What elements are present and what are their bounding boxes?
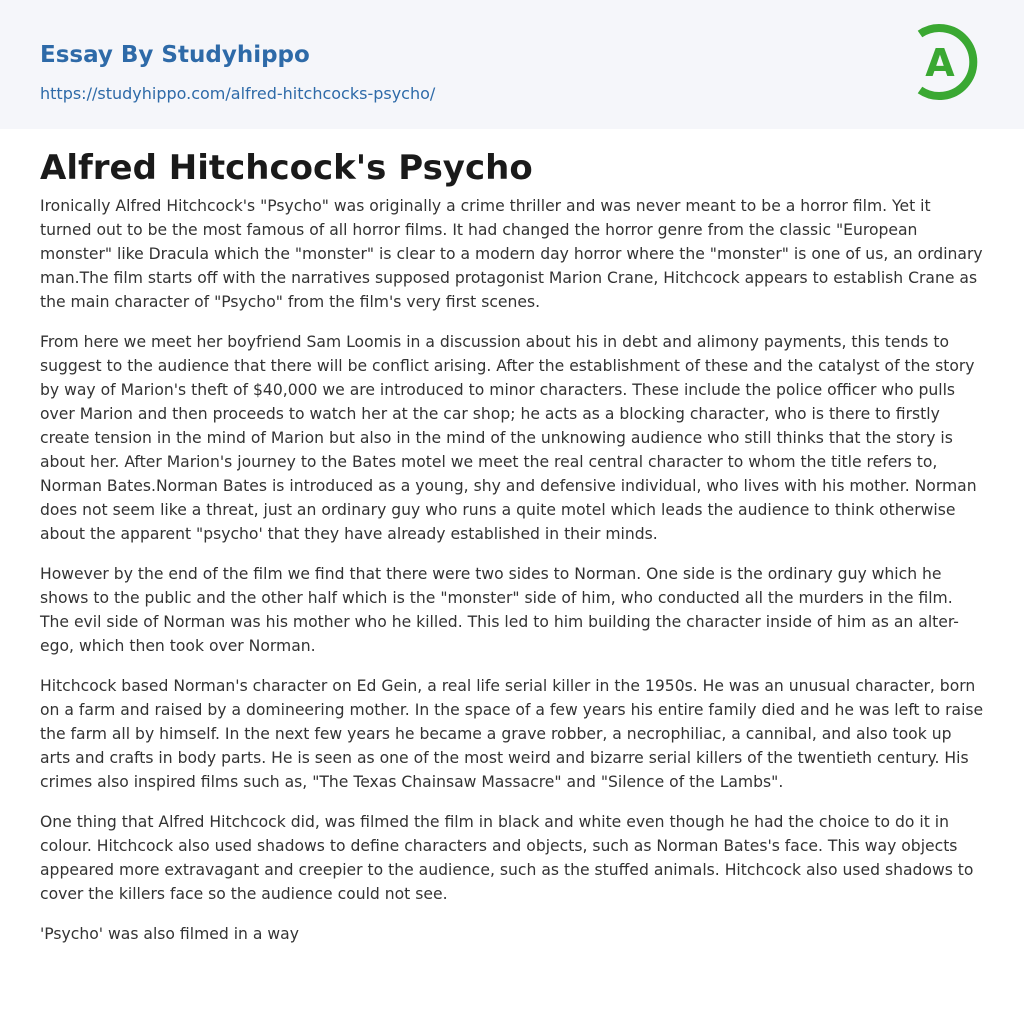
logo-letter: A (925, 41, 955, 85)
brand-title[interactable]: Essay By Studyhippo (40, 42, 310, 68)
article-paragraph: Ironically Alfred Hitchcock's "Psycho" was originally a crime thriller and was never meant to be a horror film. Yet it turned out to be the most famous of all horror films. It had changed the horror genre from the classic "European monster" like Dracula which the "monster" is clear to a modern day horror where the "monster" is one of us, an ordinary man.The film starts off with the narratives supposed protagonist Marion Crane, Hitchcock appears to establish Crane as the main character of "Psycho" from the film's very first scenes. (40, 197, 983, 311)
source-url-link[interactable]: https://studyhippo.com/alfred-hitchcocks-psycho/ (40, 84, 436, 103)
article (0, 129, 1024, 946)
article-paragraph: However by the end of the film we find that there were two sides to Norman. One side is the ordinary guy which he shows to the public and the other half which is the "monster" side of him, who conducted all the murders in the film. The evil side of Norman was his mother who he killed. This led to him building the character inside of him as an alter-ego, which then took over Norman. (40, 565, 959, 655)
studyhippo-logo-icon[interactable] (912, 18, 988, 106)
article-paragraph: One thing that Alfred Hitchcock did, was filmed the film in black and white even though he had the choice to do it in colour. Hitchcock also used shadows to define characters and objects, such as Norman Bates's face. This way objects appeared more extravagant and creepier to the audience, such as the stuffed animals. Hitchcock also used shadows to cover the killers face so the audience could not see. (40, 813, 974, 903)
article-paragraph: Hitchcock based Norman's character on Ed Gein, a real life serial killer in the 1950s. He was an unusual character, born on a farm and raised by a domineering mother. In the space of a few years his entire family died and he was left to raise the farm all by himself. In the next few years he became a grave robber, a necrophiliac, a cannibal, and also took up arts and crafts in body parts. He is seen as one of the most weird and bizarre serial killers of the twentieth century. His crimes also inspired films such as, "The Texas Chainsaw Massacre" and "Silence of the Lambs". (40, 677, 984, 791)
article-paragraph: 'Psycho' was also filmed in a way (40, 925, 299, 943)
article-title: Alfred Hitchcock's Psycho (40, 148, 533, 188)
page-header (0, 0, 1024, 129)
article-paragraph: From here we meet her boyfriend Sam Loomis in a discussion about his in debt and alimony payments, this tends to suggest to the audience that there will be conflict arising. After the establishment of these and the catalyst of the story by way of Marion's theft of $40,000 we are introduced to minor characters. These include the police officer who pulls over Marion and then proceeds to watch her at the car shop; he acts as a blocking character, who is there to firstly create tension in the mind of Marion but also in the mind of the unknowing audience who still thinks that the story is about her. After Marion's journey to the Bates motel we meet the real central character to whom the title refers to, Norman Bates.Norman Bates is introduced as a young, shy and defensive individual, who lives with his mother. Norman does not seem like a threat, just an ordinary guy who runs a quite motel which leads the audience to think otherwise about the apparent "psycho' that they have already established in their minds. (40, 333, 977, 543)
